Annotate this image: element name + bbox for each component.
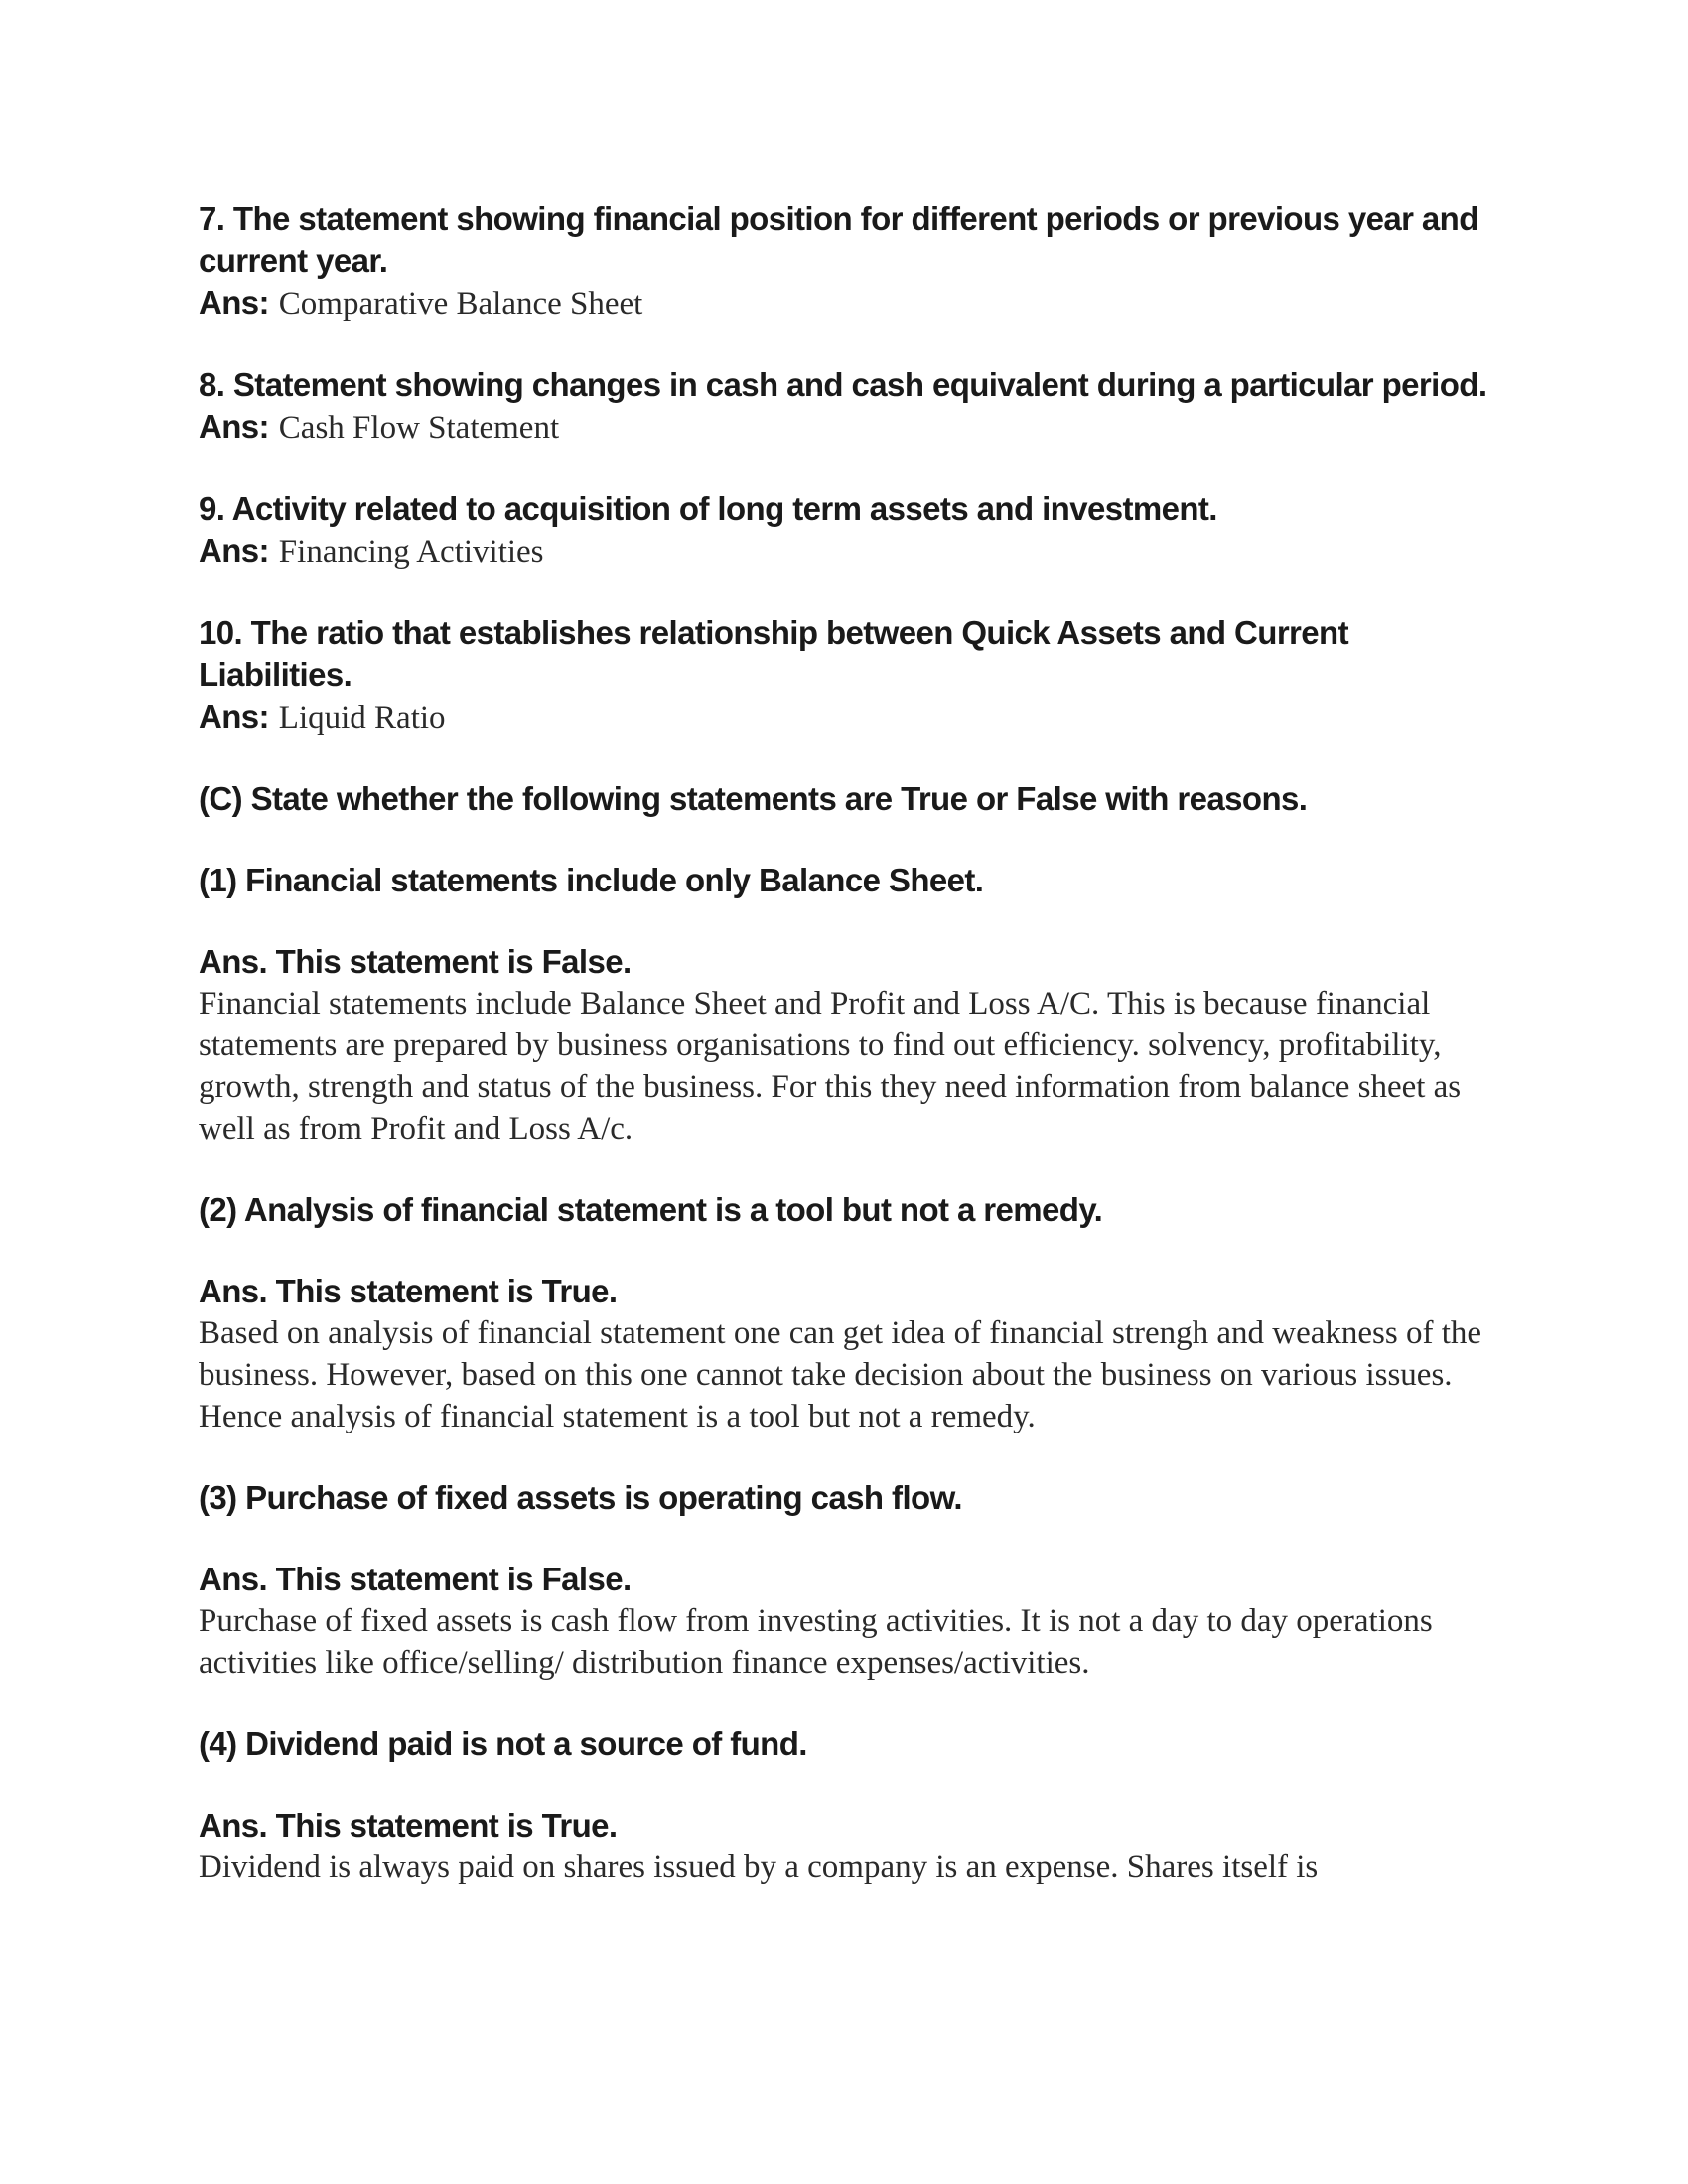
tf-statement: (1) Financial statements include only Balance Sheet. [199,862,984,898]
tf-statement: (3) Purchase of fixed assets is operating cash flow. [199,1479,962,1516]
question-7 [199,199,1509,325]
tf-verdict: Ans. This statement is False. [199,1561,632,1597]
answer-text: Cash Flow Statement [278,410,560,446]
answer-text: Financing Activities [278,534,544,570]
tf-item-3 [199,1477,1509,1684]
answer-label: Ans: [199,284,269,321]
tf-item-2 [199,1189,1509,1437]
section-c-heading: (C) State whether the following statements are True or False with reasons. [199,780,1308,817]
question-text: 8. Statement showing changes in cash and cash equivalent during a particular period. [199,366,1487,403]
answer-label: Ans: [199,532,269,569]
tf-statement: (2) Analysis of financial statement is a tool but not a remedy. [199,1191,1103,1228]
tf-verdict: Ans. This statement is True. [199,1807,618,1843]
tf-explanation: Dividend is always paid on shares issued by a company is an expense. Shares itself is [199,1849,1319,1885]
answer-text: Liquid Ratio [278,700,446,736]
question-9 [199,488,1509,573]
question-text: 9. Activity related to acquisition of long term assets and investment. [199,490,1217,527]
tf-explanation: Financial statements include Balance Sheet and Profit and Loss A/C. This is because financial statements are prepared by business organisations to find out efficiency. solvency, profitability, growth, strength and status of the business. For this they need information from balance sheet as well as from Profit and Loss A/c. [199,986,1462,1147]
tf-statement: (4) Dividend paid is not a source of fund. [199,1725,807,1762]
tf-item-4 [199,1723,1509,1888]
tf-explanation: Purchase of fixed assets is cash flow from investing activities. It is not a day to day operations activities like office/selling/ distribution finance expenses/activities. [199,1603,1433,1681]
answer-line [199,696,1509,739]
question-text: 7. The statement showing financial position for different periods or previous year and current year. [199,201,1478,279]
answer-line [199,406,1509,449]
tf-item-1 [199,860,1509,1150]
tf-verdict: Ans. This statement is True. [199,1273,618,1309]
answer-label: Ans: [199,698,269,735]
answer-line [199,530,1509,573]
question-8 [199,364,1509,449]
answer-line [199,282,1509,325]
tf-explanation: Based on analysis of financial statement one can get idea of financial strengh and weakness of the business. However, based on this one cannot take decision about the business on various issues. Hence analysis of financial statement is a tool but not a remedy. [199,1315,1482,1434]
document-page [199,199,1509,1888]
question-text: 10. The ratio that establishes relationship between Quick Assets and Current Liabilities. [199,614,1348,693]
tf-verdict: Ans. This statement is False. [199,943,632,980]
answer-text: Comparative Balance Sheet [278,286,643,322]
answer-label: Ans: [199,408,269,445]
question-10 [199,613,1509,739]
